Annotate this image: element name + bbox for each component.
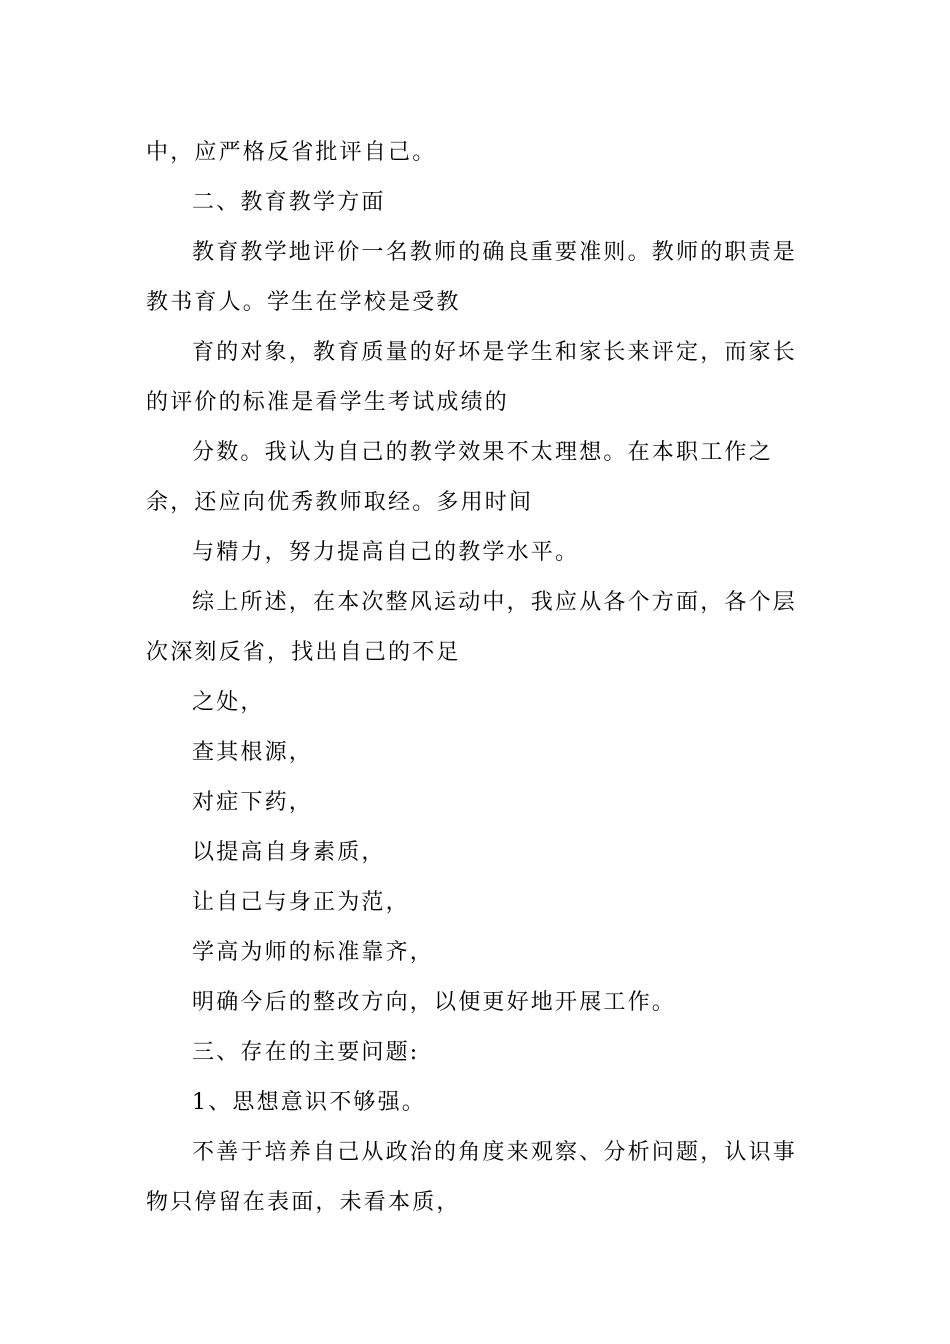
paragraph-12: 让自己与身正为范， [192,890,410,915]
paragraph-6: 与精力，努力提高自己的教学水平。 [192,540,580,565]
paragraph-13: 学高为师的标准靠齐， [192,940,435,965]
section-heading-problems: 三、存在的主要问题: [192,1040,420,1065]
list-item-1: 1、思想意识不够强。 [192,1090,426,1115]
paragraph-14: 明确今后的整改方向，以便更好地开展工作。 [192,990,677,1015]
paragraph-3: 教育教学地评价一名教师的确良重要准则。教师的职责是教书育人。学生在学校是受教 [146,240,798,315]
paragraph-17: 不善于培养自己从政治的角度来观察、分析问题，认识事物只停留在表面，未看本质， [146,1140,798,1215]
paragraph-1: 中，应严格反省批评自己。 [146,140,437,165]
document-body [146,128,810,1228]
paragraph-11: 以提高自身素质， [192,840,386,865]
paragraph-10: 对症下药， [192,790,314,815]
paragraph-4: 育的对象，教育质量的好坏是学生和家长来评定，而家长的评价的标准是看学生考试成绩的 [146,340,798,415]
section-heading-teaching: 二、教育教学方面 [192,190,386,215]
paragraph-8: 之处， [192,690,265,715]
paragraph-7: 综上所述，在本次整风运动中，我应从各个方面，各个层次深刻反省，找出自己的不足 [146,590,798,665]
paragraph-9: 查其根源， [192,740,314,765]
paragraph-5: 分数。我认为自己的教学效果不太理想。在本职工作之余，还应向优秀教师取经。多用时间 [146,440,773,515]
